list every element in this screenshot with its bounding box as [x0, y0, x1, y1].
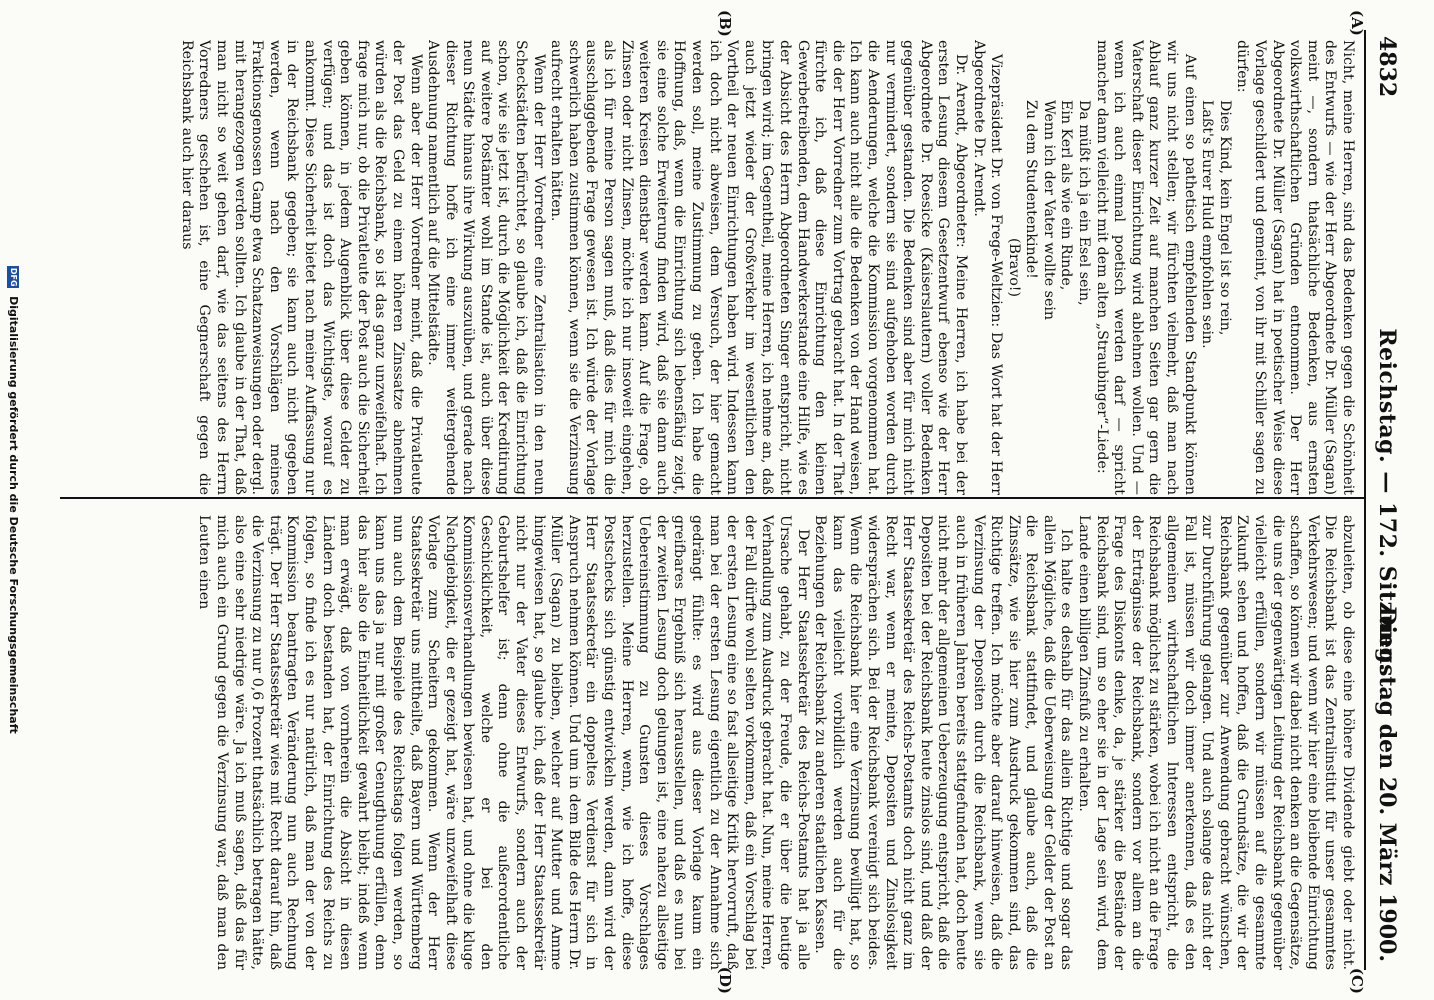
margin-marker-d: (D)	[716, 966, 734, 994]
verse-line: Wenn ich der Vater wollte sein	[1040, 100, 1057, 321]
margin-marker-b: (B)	[716, 10, 734, 37]
verse-line: Dies Kind, kein Engel ist so rein,	[1216, 100, 1233, 336]
speaker-intro: Vizepräsident Dr. von Frege-Weltzien: Das Wort hat der Herr Abgeordnete Dr. Arendt.	[970, 40, 1005, 495]
verse-line: Zu dem Studentenkinde!	[1023, 100, 1040, 279]
paragraph: Auf einen so pathetisch empfehlenden Standpunkt können wir uns nicht stellen; wir fürchten vielmehr, daß man nach Ablauf ganz kurzer Zeit auf manchen Seiten gar gern die Vaterschaft dieser Einrichtung wird ablehnen wollen. Und — wenn ich auch einmal poetisch werden darf — spricht mancher dann vielleicht mit dem alten „Straubinger“-Liede:	[1093, 40, 1198, 495]
running-title: Reichstag. — 172. Sitzung.	[1374, 328, 1400, 672]
right-column	[70, 515, 1356, 970]
margin-marker-c: (C)	[1348, 967, 1366, 994]
page-header	[1364, 30, 1426, 970]
verse-line: Ein Kerl als wie ein Rinde,	[1058, 100, 1075, 291]
left-column	[70, 40, 1356, 495]
paragraph: abzuleiten, ob diese eine höhere Dividende giebt oder nicht. Die Reichsbank ist das Zentralinstitut für unser gesammtes Verkehrswesen; und wenn wir hier eine bleibende Einrichtung schaffen, so können wir dabei nicht denken an die Gegensätze, die uns der gegenwärtigen Leitung der Reichsbank gegenüber vielleicht erfüllen, sondern wir müssen auf die gesammte Zukunft sehen und hoffen, daß die Grundsätze, die wir der Reichsbank gegenüber zur Anwendung gebracht wünschen, zur Durchführung gelangen. Und auch solange das nicht der Fall ist, müssen wir doch immer anerkennen, daß es den allgemeinen wirthschaftlichen Interessen entspricht, die Reichsbank möglichst zu stärken, wobei ich nicht an die Frage der Erträgnisse der Reichsbank, sondern vor allem an die Frage des Diskonts denke, da, je stärker die Bestände der Reichsbank sind, um so eher sie in der Lage sein wird, dem Lande einen billigen Zinsfuß zu erhalten.	[1076, 515, 1356, 970]
session-date: Dienstag den 20. März 1900.	[1374, 606, 1400, 962]
credit-text: Digitalisierung gefördert durch die Deutsche Forschungsgemeinschaft	[7, 296, 20, 734]
paragraph: Wenn aber der Herr Vorredner meint, daß die Privatleute der Post das Geld zu einem höheren Zinssatze abnehmen würden als die Reichsbank, so ist das ganz unzweifelhaft. Ich frage mich nur, ob die Privatleute der Post auch die Sicherheit geben können, in jedem Augenblick über diese Gelder zu verfügen; und das ist doch das Wichtigste, worauf es ankommt. Diese Sicherheit bietet nach meiner Auffassung nur in der Reichsbank gegeben; sie kann auch nicht gegeben werden, wenn nach den Vorschlägen meines Fraktionsgenossen Gamp etwa Schatzanweisungen oder dergl. mit herangezogen werden sollten. Ich glaube in der That, daß man nicht so weit gehen darf, wie das seitens des Herrn Vorredners geschehen ist, eine Gegnerschaft gegen die Reichsbank auch hier daraus	[178, 40, 424, 495]
dfg-logo: DFG	[9, 267, 18, 287]
paragraph: Der Herr Staatssekretär des Reichs-Postamts hat ja alle Ursache gehabt, zu der Freude, die er über die heutige Verhandlung zum Ausdruck gebracht hat. Nun, meine Herren, der Fall dürfte wohl selten vorkommen, daß ein Vorschlag bei der ersten Lesung eine so fast allseitige Kritik hervorruft, daß man bei der ersten Lesung eigentlich zu der Annahme sich gedrängt fühlte: es wird aus dieser Vorlage kaum ein greifbares Ergebniß sich herausstellen, und daß es nun bei der zweiten Lesung doch gelungen ist, eine nahezu allseitige Uebereinstimmung zu Gunsten dieses Vorschlages herzustellen. Meine Herren, wenn, wie ich hoffe, diese Postschecks sich günstig entwickeln werden, dann wird der Herr Staatssekretär ein doppeltes Verdienst für sich in Anspruch nehmen können. Und um in dem Bilde des Herrn Dr. Müller (Sagan) zu bleiben, welcher auf Mutter und Amme hingewiesen hat, so glaube ich, daß der Herr Staatssekretär nicht nur der Vater dieses Entwurfs, sondern auch der Geburtshelfer ist; denn ohne die außerordentliche Geschicklichkeit, welche er bei den Kommissionsverhandlungen bewiesen hat, und ohne die kluge Nachgiebigkeit, die er gezeigt hat, wäre unzweifelhaft diese Vorlage zum Scheitern gekommen. Wenn der Herr Staatssekretär uns mittheilte, daß Bayern und Württemberg nun auch dem Beispiele des Reichstags folgen werden, so kann uns das ja nur mit großer Genugthuung erfüllen, denn das hier also die Einheitlichkeit gewahrt bleibt; indeß wenn man erwägt, daß von vornherein die Absicht in diesen Ländern doch bestanden hat, der Einrichtung des Reichs zu folgen, so finde ich es nur natürlich, daß man der von der Kommission beantragten Veränderung nun auch Rechnung trägt. Der Herr Staatssekretär wies mit Recht darauf hin, daß die Verzinsung zu nur 0,6 Prozent thatsächlich betragen hätte, also eine sehr niedrige wäre. Ja ich muß sagen, daß das für mich auch ein Grund gegen die Verzinsung war, daß man den Leuten einen	[196, 515, 811, 970]
margin-marker-a: (A)	[1348, 10, 1366, 36]
applause-note: (Bravo!)	[1005, 238, 1022, 297]
paragraph: Ich halte es deshalb für das allein Richtige und sogar das allein Mögliche, daß die Ueberweisung der Gelder der Post an die Reichsbank stattfindet, und glaube auch, daß die Zinssätze, wie sie hier zum Ausdruck gekommen sind, das Richtige treffen. Ich möchte aber darauf hinweisen, daß die Verzinsung der Depositen durch die Reichsbank, wenn sie auch in früheren Jahren bereits stattgefunden hat, doch heute nicht mehr der allgemeinen Ueberzeugung entspricht, daß die Depositen bei der Reichsbank heute zinslos sind, und daß der Herr Staatssekretär des Reichs-Postamts doch nicht ganz im Recht war, wenn er meinte, Depositen und Zinslosigkeit widersprächen sich. Bei der Reichsbank vereinigt sich beides. Wenn die Reichsbank hier eine Verzinsung bewilligt hat, so kann das vielleicht vorbildlich werden auch für die Beziehungen der Reichsbank zu anderen staatlichen Kassen.	[812, 515, 1075, 970]
verse-line: Da müßt ich ja ein Esel sein,	[1076, 100, 1093, 306]
digitization-credit	[2, 0, 20, 1000]
paragraph: Nicht, meine Herren, sind das Bedenken gegen die Schönheit des Entwurfs — wie der Herr Abgeordnete Dr. Müller (Sagan) meint —, sondern thatsächliche Bedenken, aus ernsten volkswirthschaftlichen Gründen entnommen. Der Herr Abgeordnete Dr. Müller (Sagan) hat in poetischer Weise diese Vorlage geschildert und gemeint, von ihr mit Schiller sagen zu dürfen:	[1234, 40, 1356, 495]
paragraph: Dr. Arendt, Abgeordneter: Meine Herren, ich habe bei der ersten Lesung diesem Gesetzentwurf ebenso wie der Herr Abgeordnete Dr. Roesicke (Kaiserslautern) voller Bedenken gegenüber gestanden. Die Bedenken sind aber für mich nicht nur vermindert, sondern sie sind aufgehoben worden durch die Aenderungen, welche die Kommission vorgenommen hat. Ich kann auch nicht alle die Bedenken von der Hand weisen, die der Herr Vorredner zum Vortrag gebracht hat. In der That fürchte ich, daß diese Einrichtung den kleinen Gewerbetreibenden, dem Handwerkerstande eine Hilfe, wie es der Absicht des Herrn Abgeordneten Singer entspricht, nicht bringen wird; im Gegentheil, meine Herren, ich nehme an, daß auch jetzt wieder der Großverkehr im wesentlichen den Vortheil der neuen Einrichtungen haben wird. Indessen kann ich doch nicht abweisen, dem Versuch, der hier gemacht werden soll, meine Zustimmung zu geben. Ich habe die Hoffnung, daß, wenn die Einrichtung sich lebensfähig zeigt, sie eine solche Erweiterung finden wird, daß sie dann auch weiteren Kreisen dienstbar werden kann. Auf die Frage, ob Zinsen oder nicht Zinsen, möchte ich nur insoweit eingehen, als ich für meine Person sagen muß, daß dies für mich die ausschlaggebende Frage gewesen ist. Ich würde der Vorlage schwerlich haben zustimmen können, wenn sie die Verzinsung aufrecht erhalten hätten.	[548, 40, 969, 495]
paragraph: Wenn der Herr Vorredner eine Zentralisation in den neun Scheckstädten befürchtet, so glaube ich, daß die Einrichtung schon, wie sie jetzt ist, durch die Möglichkeit der Kreditirung auf weitere Postämter wohl im Stande ist, auch über diese neun Städte hinaus ihre Wirkung auszuüben, und gerade nach dieser Richtung hoffe ich eine immer weitergehende Ausdehnung namentlich auf die Mittelstädte.	[425, 40, 547, 495]
verse-line: Laßt's Eurer Huld empfohlen sein.	[1199, 100, 1216, 349]
page-number: 4832	[1374, 36, 1400, 98]
column-divider	[60, 497, 1364, 499]
